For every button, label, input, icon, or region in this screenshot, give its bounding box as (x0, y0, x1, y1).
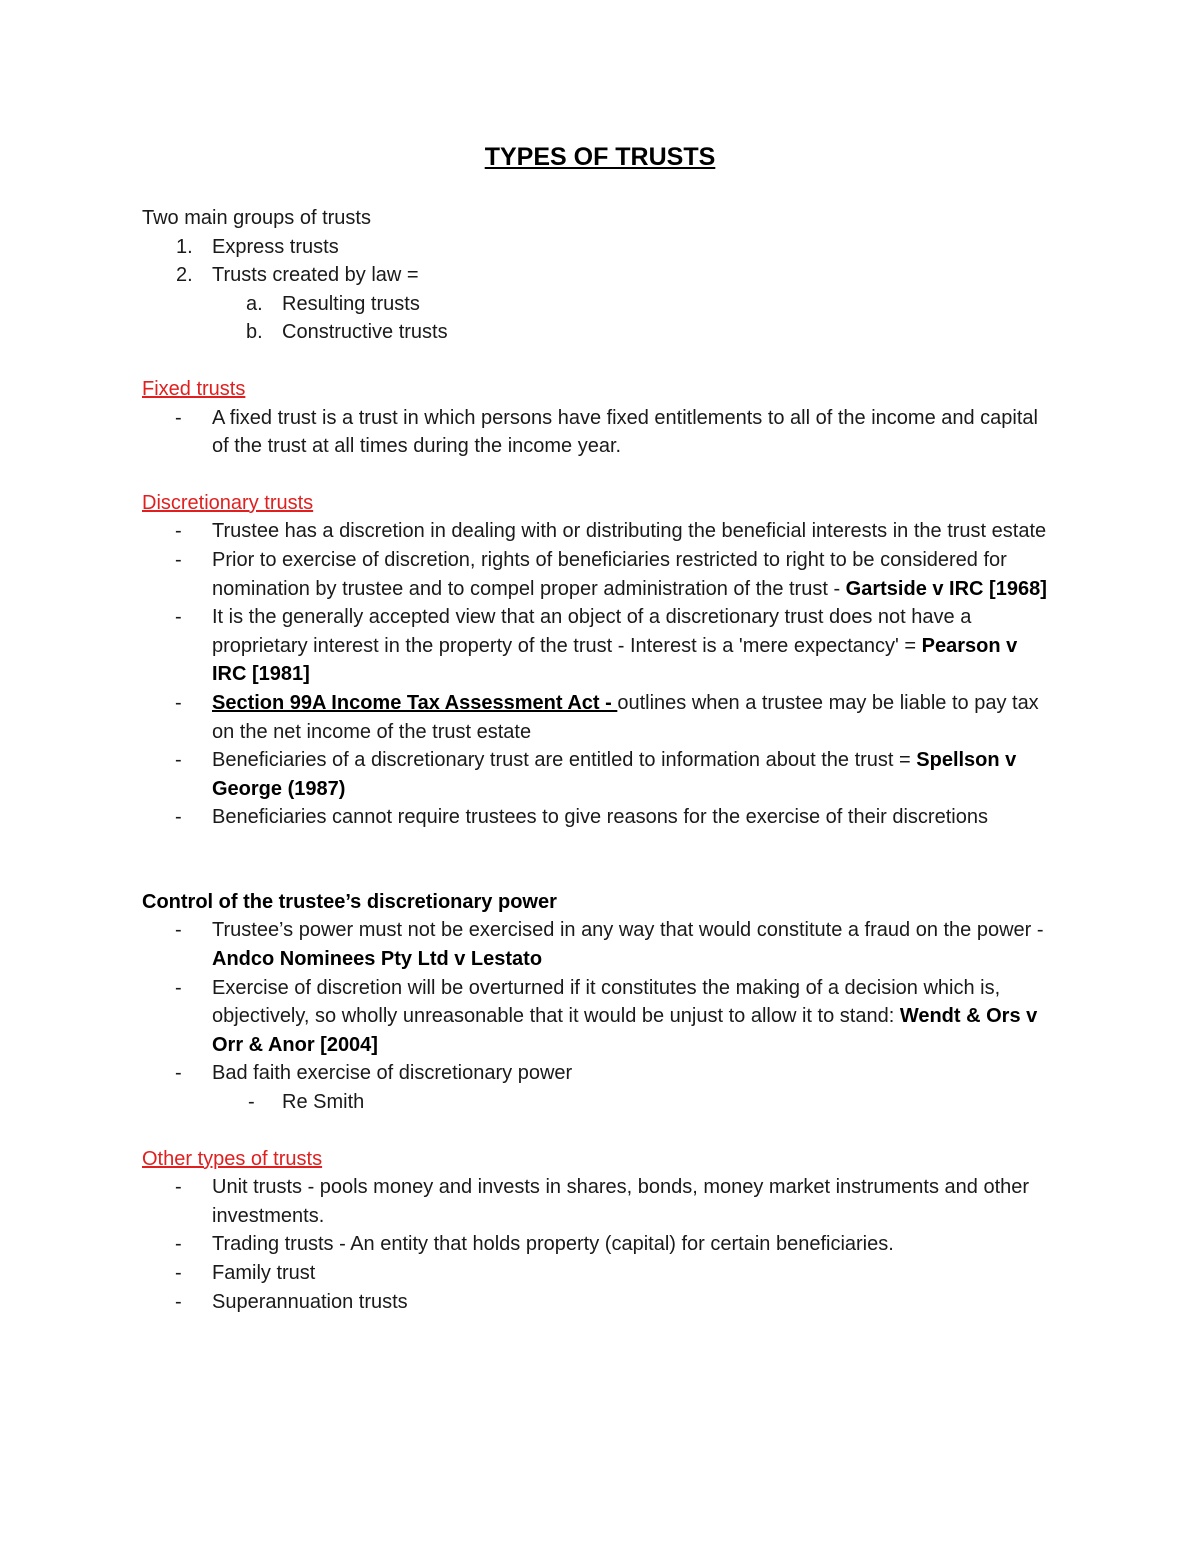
list-item-text: Trading trusts - An entity that holds property (capital) for certain beneficiaries. (212, 1233, 894, 1256)
list-item (142, 1173, 1050, 1230)
page-title: TYPES OF TRUSTS (484, 143, 716, 171)
list-marker: a. (246, 292, 263, 315)
list-item-text: Unit trusts - pools money and invests in shares, bonds, money market instruments and other investments. (212, 1176, 1030, 1227)
list-item (142, 1259, 1050, 1288)
list-item-text: Exercise of discretion will be overturned if it constitutes the making of a decision which is, objectively, so wholly unreasonable that it would be unjust to allow it to stand: (212, 976, 1001, 1028)
list-item (142, 603, 1050, 689)
dash-marker: - (175, 976, 182, 999)
dash-marker: - (175, 1290, 182, 1313)
bad-faith-sublist (142, 1088, 1050, 1117)
list-marker: 2. (176, 264, 193, 287)
dash-marker: - (175, 520, 182, 543)
discretionary-trusts-list (142, 517, 1050, 832)
case-citation: Wendt & Ors v Orr & Anor [2004] (212, 1005, 1038, 1056)
intro-text: Two main groups of trusts (142, 207, 371, 229)
fixed-trusts-heading: Fixed trusts (142, 377, 246, 400)
list-item (142, 517, 1050, 546)
list-marker: 1. (176, 235, 193, 258)
list-item (142, 261, 1050, 290)
case-citation: Gartside v IRC [1968] (845, 577, 1047, 600)
list-item (142, 974, 1050, 1060)
list-item (142, 1288, 1050, 1317)
main-groups-list (142, 233, 1050, 290)
dash-marker: - (175, 749, 182, 772)
list-item (142, 290, 1050, 319)
list-item-text: Resulting trusts (282, 292, 420, 315)
list-item (142, 1230, 1050, 1259)
list-item (142, 546, 1050, 603)
dash-marker: - (175, 1233, 182, 1256)
list-item (142, 916, 1050, 973)
dash-marker: - (175, 919, 182, 942)
list-item-text: Family trust (212, 1262, 316, 1284)
list-item-text: A fixed trust is a trust in which persons have fixed entitlements to all of the income and capital of the trust at all times during the income year. (212, 406, 1038, 458)
list-item-text: Trustee has a discretion in dealing with or distributing the beneficial interests in the trust estate (212, 520, 1047, 543)
dash-marker: - (248, 1091, 255, 1114)
list-item-text: Beneficiaries of a discretionary trust are entitled to information about the trust = (212, 749, 917, 772)
list-item-text: Trusts created by law = (212, 264, 419, 287)
dash-marker: - (175, 606, 182, 629)
dash-marker: - (175, 1176, 182, 1199)
list-item (142, 1059, 1050, 1088)
list-item-text: outlines when a trustee may be liable to pay tax on the net income of the trust estate (212, 691, 1039, 743)
dash-marker: - (175, 548, 182, 571)
list-item (142, 318, 1050, 347)
control-list (142, 916, 1050, 1088)
control-heading: Control of the trustee’s discretionary power (142, 890, 557, 913)
dash-marker: - (175, 1062, 182, 1085)
case-citation: Andco Nominees Pty Ltd v Lestato (212, 948, 543, 971)
list-item (142, 404, 1050, 461)
dash-marker: - (175, 691, 182, 714)
list-item (142, 1088, 1050, 1117)
case-citation: Pearson v IRC [1981] (212, 634, 1018, 686)
list-item-text: Express trusts (212, 235, 339, 258)
list-item-text: Trustee’s power must not be exercised in any way that would constitute a fraud on the power - (212, 919, 1044, 942)
list-item-text: Constructive trusts (282, 321, 448, 344)
list-item-text: It is the generally accepted view that an object of a discretionary trust does not have a proprietary interest in the property of the trust - Interest is a 'mere expectancy' = (212, 606, 972, 657)
list-item-text: Re Smith (282, 1091, 365, 1114)
dash-marker: - (175, 406, 182, 429)
fixed-trusts-list (142, 404, 1050, 461)
discretionary-trusts-heading: Discretionary trusts (142, 491, 314, 514)
list-item-text: Bad faith exercise of discretionary power (212, 1062, 573, 1085)
list-item-text: Prior to exercise of discretion, rights of beneficiaries restricted to right to be considered for nomination by trustee and to compel proper administration of the trust - (212, 548, 1007, 600)
statute-citation: Section 99A Income Tax Assessment Act - (212, 691, 618, 714)
list-item-text: Beneficiaries cannot require trustees to give reasons for the exercise of their discretions (212, 806, 988, 829)
list-item (142, 233, 1050, 262)
law-trusts-sublist (142, 290, 1050, 347)
list-item-text: Superannuation trusts (212, 1290, 408, 1313)
case-citation: Spellson v George (1987) (212, 749, 1017, 800)
other-trusts-list (142, 1173, 1050, 1316)
list-marker: b. (246, 321, 263, 344)
other-trusts-heading: Other types of trusts (142, 1147, 323, 1170)
list-item (142, 689, 1050, 746)
list-item (142, 746, 1050, 803)
dash-marker: - (175, 806, 182, 829)
list-item (142, 803, 1050, 832)
dash-marker: - (175, 1262, 182, 1284)
